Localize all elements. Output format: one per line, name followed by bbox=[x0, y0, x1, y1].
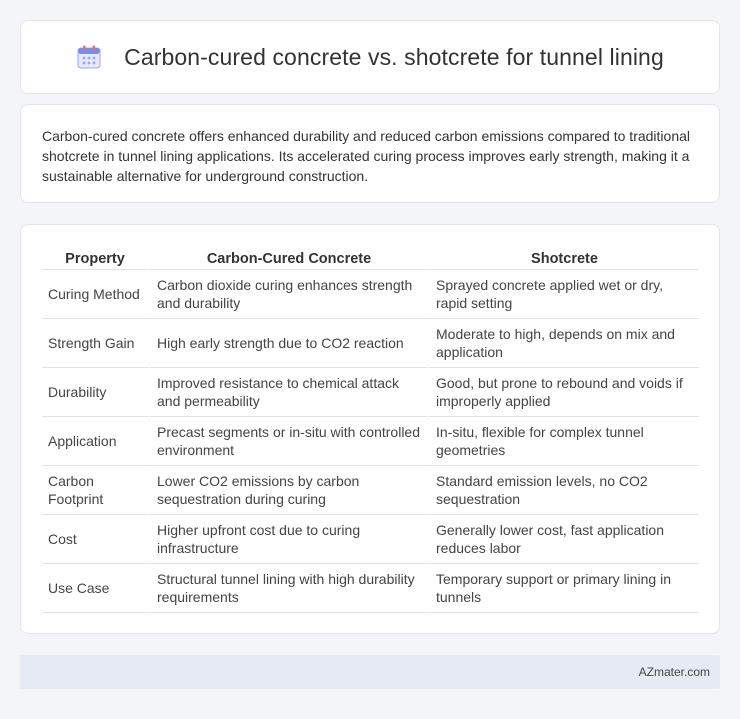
table-row bbox=[42, 270, 699, 319]
carbon-cured-cell: Structural tunnel lining with high durability requirements bbox=[148, 564, 427, 613]
table-row bbox=[42, 564, 699, 613]
table-header-row bbox=[42, 245, 699, 270]
summary-text: Carbon-cured concrete offers enhanced durability and reduced carbon emissions compared to traditional shotcrete in tunnel lining applications. Its accelerated curing process improves early strength, making it a sustainable alternative for underground construction. bbox=[42, 128, 691, 184]
comparison-table bbox=[42, 245, 699, 613]
table-row bbox=[42, 466, 699, 515]
shotcrete-cell: Good, but prone to rebound and voids if improperly applied bbox=[427, 368, 699, 417]
table-row bbox=[42, 515, 699, 564]
header-carbon-cured: Carbon-Cured Concrete bbox=[148, 245, 427, 270]
calendar-icon bbox=[76, 44, 102, 70]
property-cell: Curing Method bbox=[42, 270, 148, 319]
shotcrete-cell: Temporary support or primary lining in tunnels bbox=[427, 564, 699, 613]
property-cell: Cost bbox=[42, 515, 148, 564]
property-cell: Application bbox=[42, 417, 148, 466]
table-row bbox=[42, 368, 699, 417]
carbon-cured-cell: Higher upfront cost due to curing infrastructure bbox=[148, 515, 427, 564]
shotcrete-cell: In-situ, flexible for complex tunnel geometries bbox=[427, 417, 699, 466]
property-cell: Durability bbox=[42, 368, 148, 417]
property-cell: Carbon Footprint bbox=[42, 466, 148, 515]
table-row bbox=[42, 319, 699, 368]
table-row bbox=[42, 417, 699, 466]
carbon-cured-cell: Lower CO2 emissions by carbon sequestration during curing bbox=[148, 466, 427, 515]
shotcrete-cell: Moderate to high, depends on mix and application bbox=[427, 319, 699, 368]
carbon-cured-cell: Precast segments or in-situ with controlled environment bbox=[148, 417, 427, 466]
carbon-cured-cell: Carbon dioxide curing enhances strength and durability bbox=[148, 270, 427, 319]
summary-card bbox=[20, 104, 720, 203]
property-cell: Strength Gain bbox=[42, 319, 148, 368]
title-card bbox=[20, 20, 720, 94]
carbon-cured-cell: Improved resistance to chemical attack and permeability bbox=[148, 368, 427, 417]
shotcrete-cell: Generally lower cost, fast application reduces labor bbox=[427, 515, 699, 564]
property-cell: Use Case bbox=[42, 564, 148, 613]
footer-bar bbox=[20, 655, 720, 689]
footer-brand[interactable]: AZmater.com bbox=[638, 665, 710, 679]
page-title: Carbon-cured concrete vs. shotcrete for tunnel lining bbox=[124, 43, 664, 70]
table-card bbox=[20, 224, 720, 634]
shotcrete-cell: Standard emission levels, no CO2 sequestration bbox=[427, 466, 699, 515]
carbon-cured-cell: High early strength due to CO2 reaction bbox=[148, 319, 427, 368]
header-property: Property bbox=[42, 245, 148, 270]
shotcrete-cell: Sprayed concrete applied wet or dry, rapid setting bbox=[427, 270, 699, 319]
header-shotcrete: Shotcrete bbox=[427, 245, 699, 270]
